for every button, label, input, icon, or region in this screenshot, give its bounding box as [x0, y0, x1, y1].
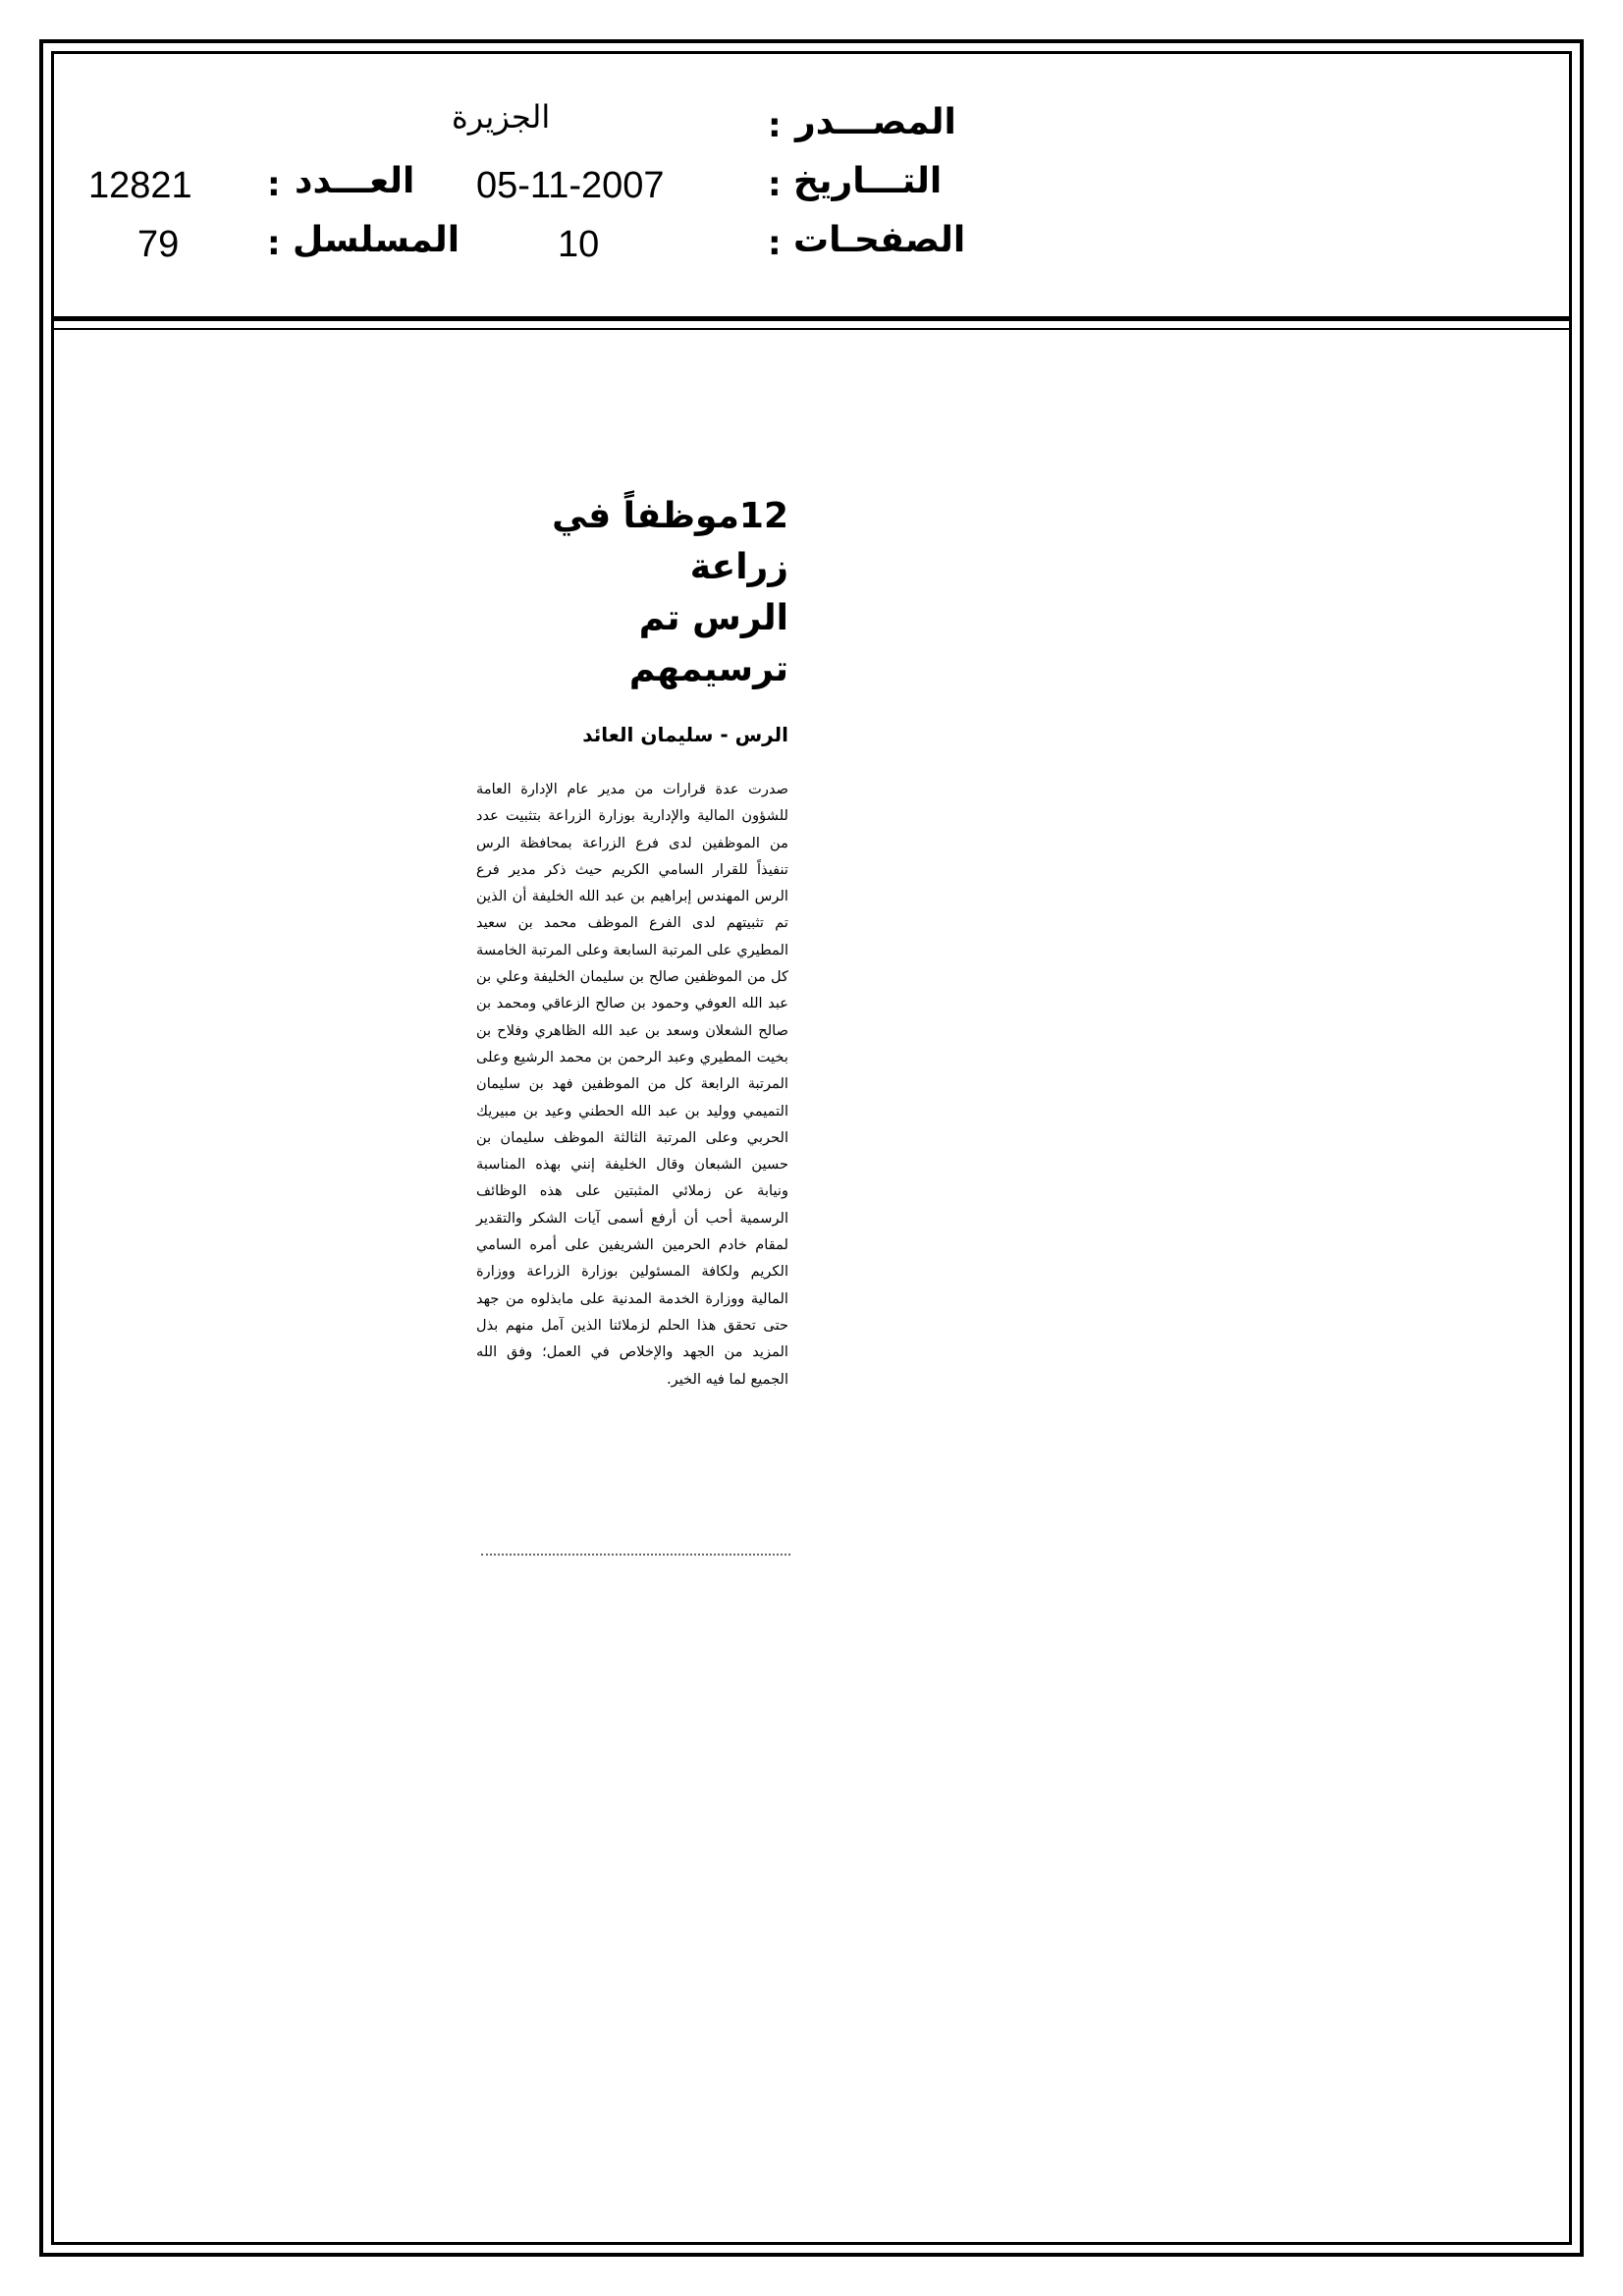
serial-colon: : [267, 224, 281, 263]
date-label: التـــاريخ [793, 161, 943, 201]
header-divider [51, 316, 1572, 321]
issue-colon: : [267, 165, 281, 204]
issue-value: 12821 [88, 165, 192, 206]
header-divider-thin [51, 328, 1572, 330]
source-colon: : [768, 106, 782, 145]
source-label: المصـــدر [795, 102, 956, 142]
serial-label: المسلسل [293, 220, 460, 260]
date-value: 05-11-2007 [476, 165, 665, 206]
article-body: صدرت عدة قرارات من مدير عام الإدارة العامة للشؤون المالية والإدارية بوزارة الزراعة بتثبيت عدد من الموظفين لدى فرع الزراعة بمحافظة الرس تنفيذاً للقرار السامي الكريم حيث ذكر مدير فرع الرس المهندس إبراهيم بن عبد الله الخليفة أن الذين تم تثبيتهم لدى الفرع الموظف محمد بن سعيد المطيري على المرتبة السابعة وعلى المرتبة الخامسة كل من الموظفين صالح بن سليمان الخليفة وعلي بن عبد الله العوفي وحمود بن صالح الزعاقي ومحمد بن صالح الشعلان وسعد بن عبد الله الظاهري وفلاح بن بخيت المطيري وعبد الرحمن بن محمد الرشيع وعلى المرتبة الرابعة كل من الموظفين فهد بن سليمان التميمي ووليد بن عبد الله الحطني وعيد بن مبيريك الحربي وعلى المرتبة الثالثة الموظف سليمان بن حسين الشبعان وقال الخليفة إنني بهذه المناسبة ونيابة عن زملائي المثبتين على هذه الوظائف الرسمية أحب أن أرفع أسمى آيات الشكر والتقدير لمقام خادم الحرمين الشريفين على أمره السامي الكريم ولكافة المسئولين بوزارة الزراعة ووزارة المالية ووزارة الخدمة المدنية على مابذلوه من جهد حتى تحقق هذا الحلم لزملائنا الذين آمل منهم بذل المزيد من الجهد والإخلاص في العمل؛ وفق الله الجميع لما فيه الخير. [476, 781, 788, 1388]
article-byline: الرس - سليمان العائد [582, 723, 788, 746]
pages-label: الصفحـات [793, 220, 966, 260]
date-colon: : [768, 165, 782, 204]
issue-label: العـــدد [295, 161, 415, 201]
pages-value: 10 [558, 224, 600, 265]
article-headline-line2: الرس تم ترسيمهم [628, 598, 788, 689]
clipping-bottom-edge [481, 1554, 790, 1556]
inner-border [51, 51, 1572, 2245]
pages-colon: : [768, 224, 782, 263]
serial-value: 79 [137, 224, 180, 265]
source-value: الجزيرة [452, 98, 551, 136]
article-headline-line1: 12موظفاً في زراعة [552, 496, 788, 587]
article-clipping [476, 491, 788, 1393]
